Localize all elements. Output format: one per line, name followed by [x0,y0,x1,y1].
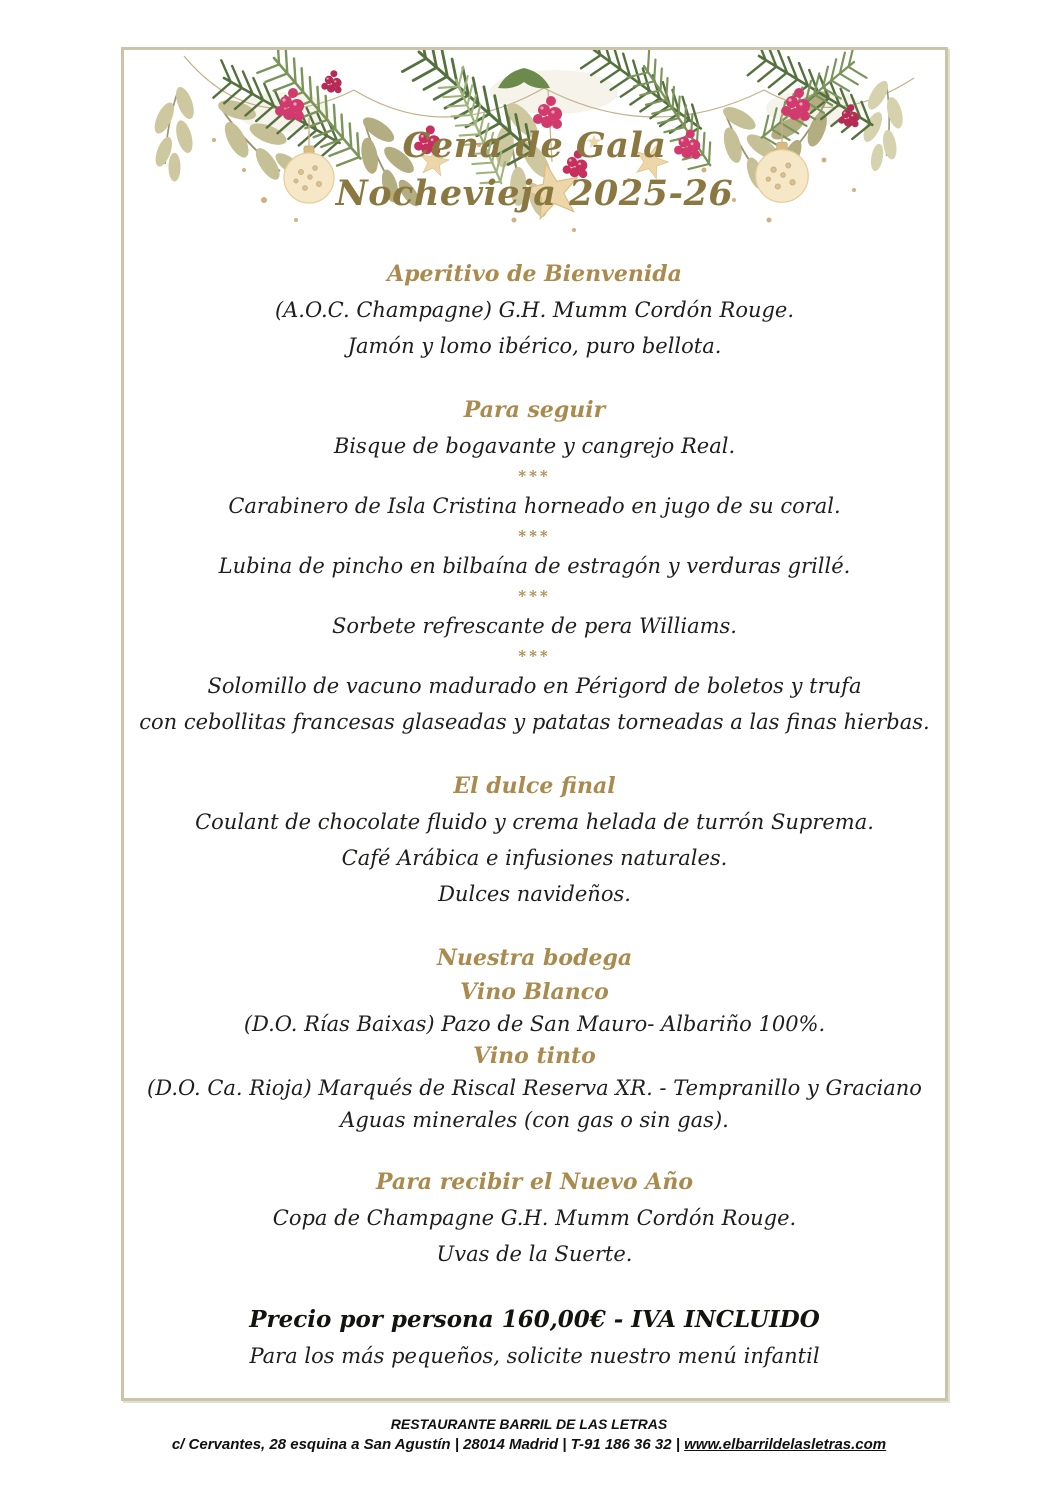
menu-item: con cebollitas francesas glaseadas y patatas torneadas a las finas hierbas. [139,710,930,734]
kids-menu-note: Para los más pequeños, solicite nuestro menú infantil [249,1344,820,1368]
course-separator: *** [518,587,551,605]
menu-item: Café Arábica e infusiones naturales. [341,846,728,870]
menu-item: Uvas de la Suerte. [436,1242,633,1266]
menu-sections [124,256,945,1272]
section-heading: El dulce final [453,773,616,799]
menu-section [124,768,945,912]
menu-item: Solomillo de vacuno madurado en Périgord de boletos y trufa [207,674,862,698]
menu-section [124,256,945,364]
course-separator: *** [518,467,551,485]
menu-item: (A.O.C. Champagne) G.H. Mumm Cordón Rouge. [274,298,795,322]
menu-item: Carabinero de Isla Cristina horneado en jugo de su coral. [228,494,841,518]
menu-item: Sorbete refrescante de pera Williams. [332,614,737,638]
wine-subheading: Vino tinto [473,1043,596,1069]
section-heading: Nuestra bodega [436,945,633,971]
section-heading: Para seguir [463,397,606,423]
menu-card [121,47,948,1401]
course-separator: *** [518,647,551,665]
menu-item: Aguas minerales (con gas o sin gas). [340,1108,729,1132]
header-decoration [124,50,945,256]
menu-item: Bisque de bogavante y cangrejo Real. [333,434,736,458]
restaurant-contact [0,1434,1058,1456]
menu-item: Copa de Champagne G.H. Mumm Cordón Rouge. [272,1206,797,1230]
menu-section [124,940,945,1136]
website-link[interactable]: www.elbarrildelasletras.com [684,1436,887,1453]
wine-subheading: Vino Blanco [460,979,609,1005]
restaurant-name: RESTAURANTE BARRIL DE LAS LETRAS [390,1416,668,1432]
menu-title: Cena de Gala [402,125,667,166]
menu-item: (D.O. Rías Baixas) Pazo de San Mauro- Albariño 100%. [243,1012,826,1036]
price-per-person: Precio por persona 160,00€ - IVA INCLUIDO [249,1306,820,1333]
menu-subtitle: Nochevieja 2025-26 [335,173,734,214]
menu-item: Jamón y lomo ibérico, puro bellota. [347,334,722,358]
contact-text: c/ Cervantes, 28 esquina a San Agustín | 28014 Madrid | T-91 186 36 32 | [171,1436,685,1453]
menu-section [124,392,945,740]
menu-item: (D.O. Ca. Rioja) Marqués de Riscal Reserva XR. - Tempranillo y Graciano [147,1076,922,1100]
menu-section [124,1164,945,1272]
menu-item: Lubina de pincho en bilbaína de estragón y verduras grillé. [218,554,851,578]
price-block [124,1302,945,1374]
section-heading: Aperitivo de Bienvenida [387,261,682,287]
menu-item: Coulant de chocolate fluido y crema helada de turrón Suprema. [195,810,874,834]
restaurant-footer [0,1414,1058,1456]
menu-item: Dulces navideños. [438,882,631,906]
course-separator: *** [518,527,551,545]
section-heading: Para recibir el Nuevo Año [375,1169,693,1195]
